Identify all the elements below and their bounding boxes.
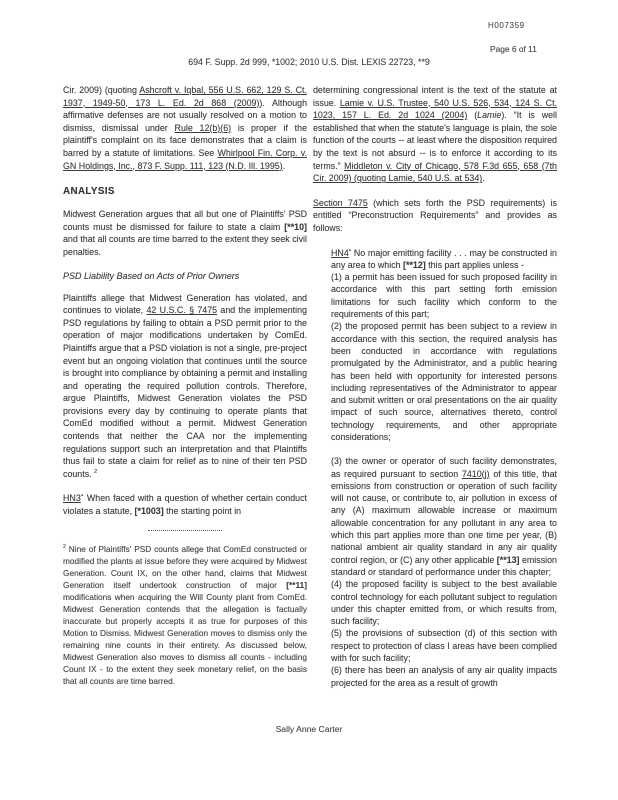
statute-chapeau [331, 247, 557, 272]
congressional-intent-paragraph [313, 84, 557, 185]
lexis-page-marker: [**11] [286, 579, 307, 590]
statute-item-1 [331, 271, 557, 320]
headnote-3-marker: HN3 [63, 493, 81, 504]
headnote-icon: ▪ [80, 493, 84, 500]
statute-item-4 [331, 578, 557, 627]
headnote-icon: ▪ [348, 247, 352, 254]
bates-number: H007359 [488, 21, 525, 30]
text-segment: is proper if the plaintiff's complaint on its face demonstrates that a claim is barred by a statute of limitations. See [63, 122, 308, 158]
text-segment: (6) there has been an analysis of any air quality impacts projected for the area as a result of growth [331, 665, 557, 688]
statute-item-5 [331, 627, 557, 664]
text-segment: (4) the proposed facility is subject to the best available control technology for each pollutant subject to regulation under this chapter emitted from, or which results from, such facility; [331, 579, 557, 627]
section-7410j-link: 7410(j) [461, 468, 490, 479]
left-column [63, 84, 307, 689]
text-segment: emission standard or standard of performance under this chapter; [331, 554, 557, 577]
citation-header: 694 F. Supp. 2d 999, *1002; 2010 U.S. Dist. LEXIS 22723, **9 [188, 57, 430, 67]
lexis-page-marker: [**13] [496, 554, 520, 565]
text-segment: Midwest Generation argues that all but one of Plaintiffs' PSD counts must be dismissed for failure to state a claim [63, 209, 307, 232]
statute-item-6 [331, 664, 557, 689]
text-segment: (5) the provisions of subsection (d) of this section with respect to protection of class I areas have been complied with for such facility; [331, 628, 557, 664]
text-segment: No major emitting facility . . . may be constructed in any area to which [331, 247, 557, 270]
reporter-page-marker: [*1003] [134, 506, 164, 517]
text-segment: of this title, that emissions from construction or operation of such facility will not cause, or contribute to, air pollution in excess of any (A) maximum allowable increase or maximum allowable concentration for any pollutant in any area to which this part applies more than one time per year, (B) national ambient air quality standard in any air quality control region, or (C) any other applicable [331, 468, 557, 565]
continuation-paragraph [63, 84, 307, 172]
footnote-2-number: 2 [63, 543, 66, 550]
two-column-body [63, 84, 557, 689]
right-column [313, 84, 557, 689]
text-segment: (2) the proposed permit has been subject to a review in accordance with this section, the required analysis has been conducted in accordance with regulations promulgated by the Administrator, and a public hearing has been held with opportunity for interested persons including representatives of the Administrator to appear and submit written or oral presentations on the air quality impact of such source, alternatives thereto, control technology requirements, and other appropriate considerations; [331, 321, 557, 442]
text-segment: and that all counts are time barred to the extent they seek civil penalties. [63, 234, 307, 257]
middleton-citation: Middleton v. City of Chicago, 578 F.3d 655, 658 (7th Cir. 2009) (quoting Lamie, 540 U.S. at 534) [313, 160, 557, 184]
statute-item-2 [331, 320, 557, 443]
iqbal-citation: Ashcroft v. Iqbal, 556 U.S. 662, 129 S. Ct. 1937, 1949-50, 173 L. Ed. 2d 868 (2009) [63, 85, 307, 108]
text-segment: Plaintiffs allege that Midwest Generation has violated, and continues to violate, [63, 292, 307, 316]
lexis-page-marker: [**12] [403, 259, 426, 270]
text-segment: Nine of Plaintiffs' PSD counts allege that ComEd constructed or modified the plants at issue before they were acquired by Midwest Generation. Count IX, on the other hand, claims that Midwest Generation itself undertook construction of major [63, 543, 307, 590]
text-segment: and the implementing PSD regulations by failing to obtain a PSD permit prior to the operation of major modifications undertaken by ComEd. Plaintiffs argue that a PSD violation is not a single, pre-project event but an ongoing violation that continues until the source is brought into compliance by obtaining a permit and installing and operating the required pollution controls. Therefore, argue Plaintiffs, Midwest Generation violates the PSD provisions every day by continuing to operate plants that ComEd modified without a permit. Midwest Generation contends that neither the CAA nor the implementing regulations support such an interpretation and that Plaintiffs thus fail to state a claim for relief as to nine of their ten PSD counts. [63, 305, 307, 479]
text-segment: ( [467, 110, 478, 121]
lamie-citation: Lamie v. U.S. Trustee, 540 U.S. 526, 534, 124 S. Ct. 1023, 157 L. Ed. 2d 1024 (2004) [313, 97, 558, 121]
text-segment: Lamie [477, 110, 502, 121]
page-indicator: Page 6 of 11 [490, 44, 537, 54]
analysis-heading: ANALYSIS [63, 186, 115, 198]
text-segment: modifications when acquiring the Will County plant from ComEd. Midwest Generation contends that the allegation is factually inaccurate but properly accepts it as true for purposes of this Motion to Dismiss. Midwest Generation moves to dismiss only the remaining nine counts in their entirety. As discussed below, Midwest Generation also moves to dismiss all counts - including Count IX - to the extent they seek monetary relief, on the basis that all counts are time barred. [63, 591, 307, 686]
text-segment: determining congressional intent is the text of the statute at issue. [313, 85, 557, 108]
whirlpool-citation: Whirlpool Fin. Corp. v. GN Holdings, Inc., 873 F. Supp. 111, 123 (N.D. Ill. 1995) [63, 147, 307, 171]
text-segment: (3) the owner or operator of such facility demonstrates, as required pursuant to section [331, 456, 557, 479]
footnote-separator [148, 530, 222, 531]
text-segment: . [482, 173, 485, 184]
text-segment: ). “It is well established that when the statute's language is plain, the sole function of the courts -- at least where the disposition required by the text is not absurd -- is to enforce it according to its terms.” [313, 110, 557, 171]
lexis-page-marker: [**10] [284, 221, 307, 232]
psd-liability-heading: PSD Liability Based on Acts of Prior Owners [63, 270, 240, 281]
headnote-4-marker: HN4 [331, 247, 349, 258]
text-segment: this part applies unless - [425, 259, 524, 270]
statutory-interpretation-paragraph [63, 492, 307, 517]
text-segment: (which sets forth the PSD requirements) is entitled “Preconstruction Requirements” and provides as follows: [313, 197, 557, 233]
footnote-2-text [63, 543, 307, 687]
text-segment: . [282, 160, 286, 171]
footnote-2-reference: 2 [94, 468, 98, 475]
text-segment: (1) a permit has been issued for such proposed facility in accordance with this part setting forth emission limitations for such facility which conform to the requirements of this part; [331, 272, 557, 320]
text-segment: ). Although affirmative defenses are not usually resolved on a motion to dismiss, dismissal under [63, 97, 308, 133]
text-segment: the starting point in [163, 506, 242, 517]
analysis-paragraph [63, 208, 307, 258]
statute-item-3 [331, 455, 557, 578]
section-7475-link: Section 7475 [313, 197, 368, 208]
rule-12b6-reference: Rule 12(b)(6) [174, 122, 232, 133]
usc-7475-citation: 42 U.S.C. § 7475 [146, 305, 218, 316]
text-segment: Cir. 2009) (quoting [63, 85, 140, 95]
section-7475-paragraph [313, 197, 557, 235]
footer-user-name: Sally Anne Carter [275, 724, 343, 734]
psd-liability-paragraph [63, 292, 307, 481]
text-segment: When faced with a question of whether certain conduct violates a statute, [63, 493, 308, 517]
statute-blockquote [313, 247, 557, 689]
